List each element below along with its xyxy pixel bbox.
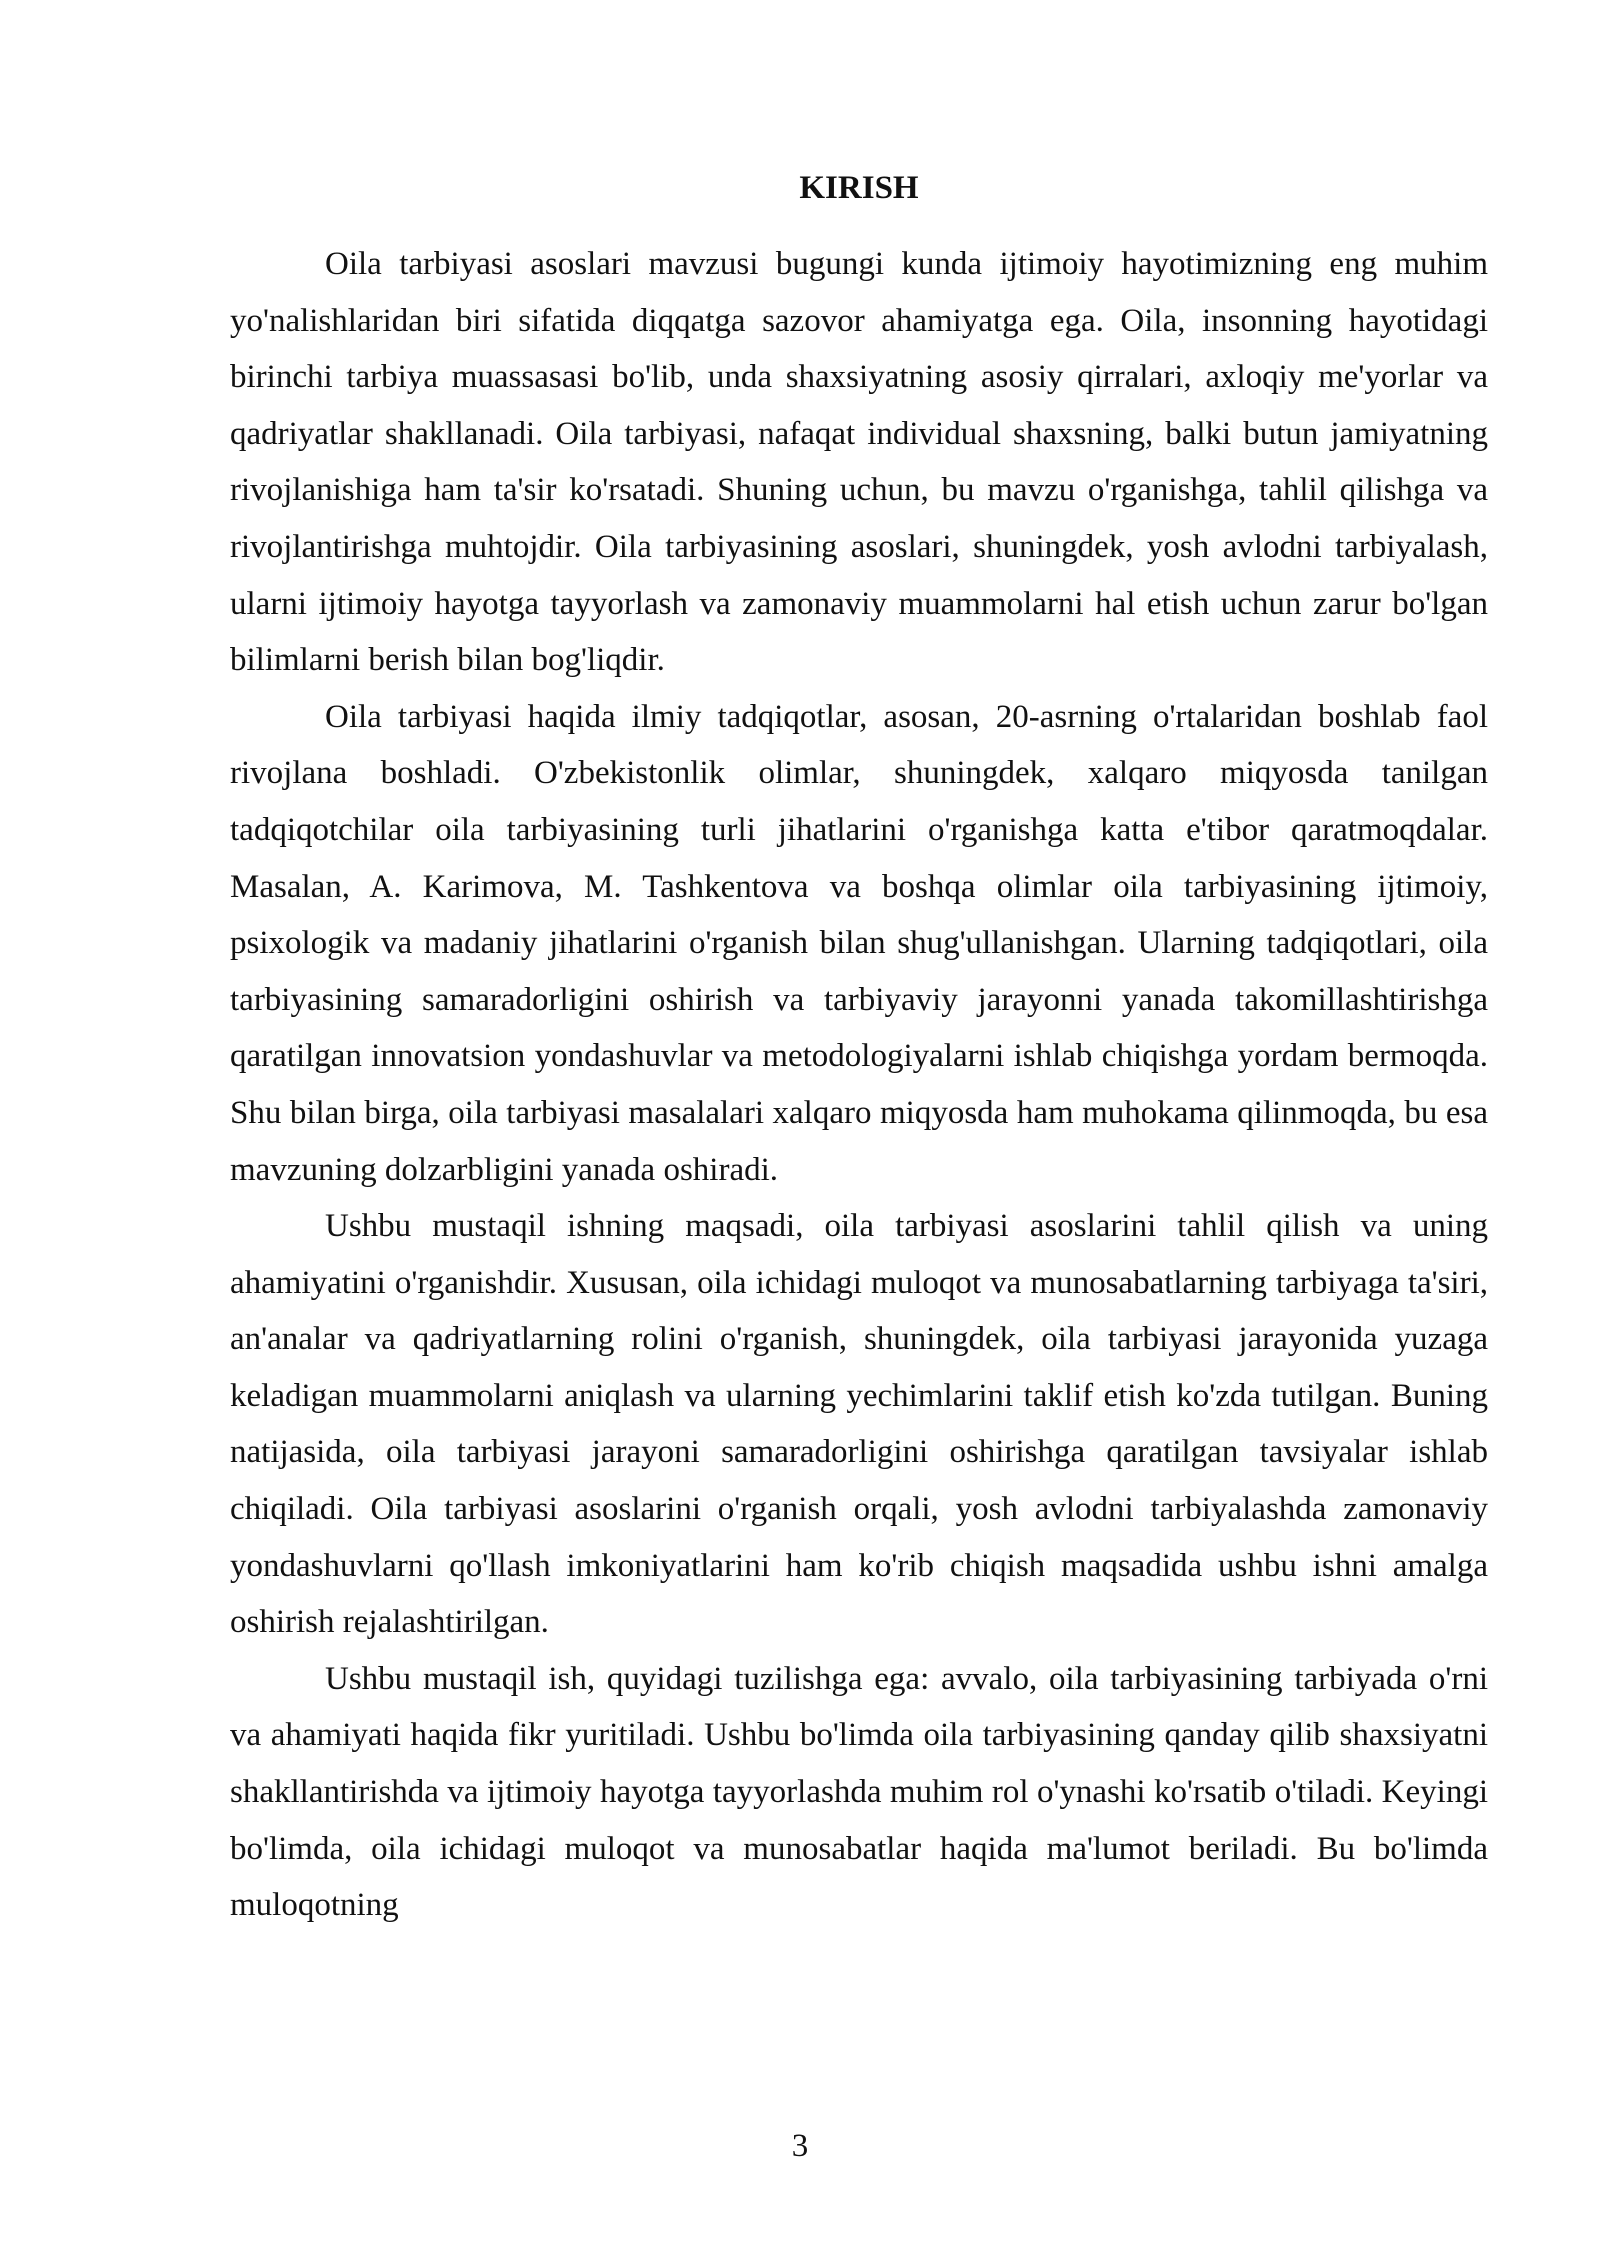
paragraph-3: Ushbu mustaqil ishning maqsadi, oila tarbiyasi asoslarini tahlil qilish va uning ahamiyatini o'rganishdir. Xususan, oila ichidagi muloqot va munosabatlarning tarbiyaga ta'siri, an'analar va qadriyatlarning rolini o'rganish, shuningdek, oila tarbiyasi jarayonida yuzaga keladigan muammolarni aniqlash va ularning yechimlarini taklif etish ko'zda tutilgan. Buning natijasida, oila tarbiyasi jarayoni samaradorligini oshirishga qaratilgan tavsiyalar ishlab chiqiladi. Oila tarbiyasi asoslarini o'rganish orqali, yosh avlodni tarbiyalashda zamonaviy yondashuvlarni qo'llash imkoniyatlarini ham ko'rib chiqish maqsadida ushbu ishni amalga oshirish rejalashtirilgan. bbox=[230, 1208, 1488, 1641]
paragraph-4: Ushbu mustaqil ish, quyidagi tuzilishga ega: avvalo, oila tarbiyasining tarbiyada o'rni va ahamiyati haqida fikr yuritiladi. Ushbu bo'limda oila tarbiyasining qanday qilib shaxsiyatni shakllantirishda va ijtimoiy hayotga tayyorlashda muhim rol o'ynashi ko'rsatib o'tiladi. Keyingi bo'limda, oila ichidagi muloqot va munosabatlar haqida ma'lumot beriladi. Bu bo'limda muloqotning bbox=[230, 1660, 1488, 1924]
paragraph-2: Oila tarbiyasi haqida ilmiy tadqiqotlar, asosan, 20-asrning o'rtalaridan boshlab faol rivojlana boshladi. O'zbekistonlik olimlar, shuningdek, xalqaro miqyosda tanilgan tadqiqotchilar oila tarbiyasining turli jihatlarini o'rganishga katta e'tibor qaratmoqdalar. Masalan, A. Karimova, M. Tashkentova va boshqa olimlar oila tarbiyasining ijtimoiy, psixologik va madaniy jihatlarini o'rganish bilan shug'ullanishgan. Ularning tadqiqotlari, oila tarbiyasining samaradorligini oshirish va tarbiyaviy jarayonni yanada takomillashtirishga qaratilgan innovatsion yondashuvlar va metodologiyalarni ishlab chiqishga yordam bermoqda. Shu bilan birga, oila tarbiyasi masalalari xalqaro miqyosda ham muhokama qilinmoqda, bu esa mavzuning dolzarbligini yanada oshiradi. bbox=[230, 698, 1488, 1188]
section-title: KIRISH bbox=[799, 170, 919, 206]
page-number: 3 bbox=[791, 2128, 809, 2164]
paragraph-1: Oila tarbiyasi asoslari mavzusi bugungi kunda ijtimoiy hayotimizning eng muhim yo'nalishlaridan biri sifatida diqqatga sazovor ahamiyatga ega. Oila, insonning hayotidagi birinchi tarbiya muassasasi bo'lib, unda shaxsiyatning asosiy qirralari, axloqiy me'yorlar va qadriyatlar shakllanadi. Oila tarbiyasi, nafaqat individual shaxsning, balki butun jamiyatning rivojlanishiga ham ta'sir ko'rsatadi. Shuning uchun, bu mavzu o'rganishga, tahlil qilishga va rivojlantirishga muhtojdir. Oila tarbiyasining asoslari, shuningdek, yosh avlodni tarbiyalash, ularni ijtimoiy hayotga tayyorlash va zamonaviy muammolarni hal etish uchun zarur bo'lgan bilimlarni berish bilan bog'liqdir. bbox=[230, 246, 1488, 679]
page-content bbox=[230, 160, 1488, 1934]
